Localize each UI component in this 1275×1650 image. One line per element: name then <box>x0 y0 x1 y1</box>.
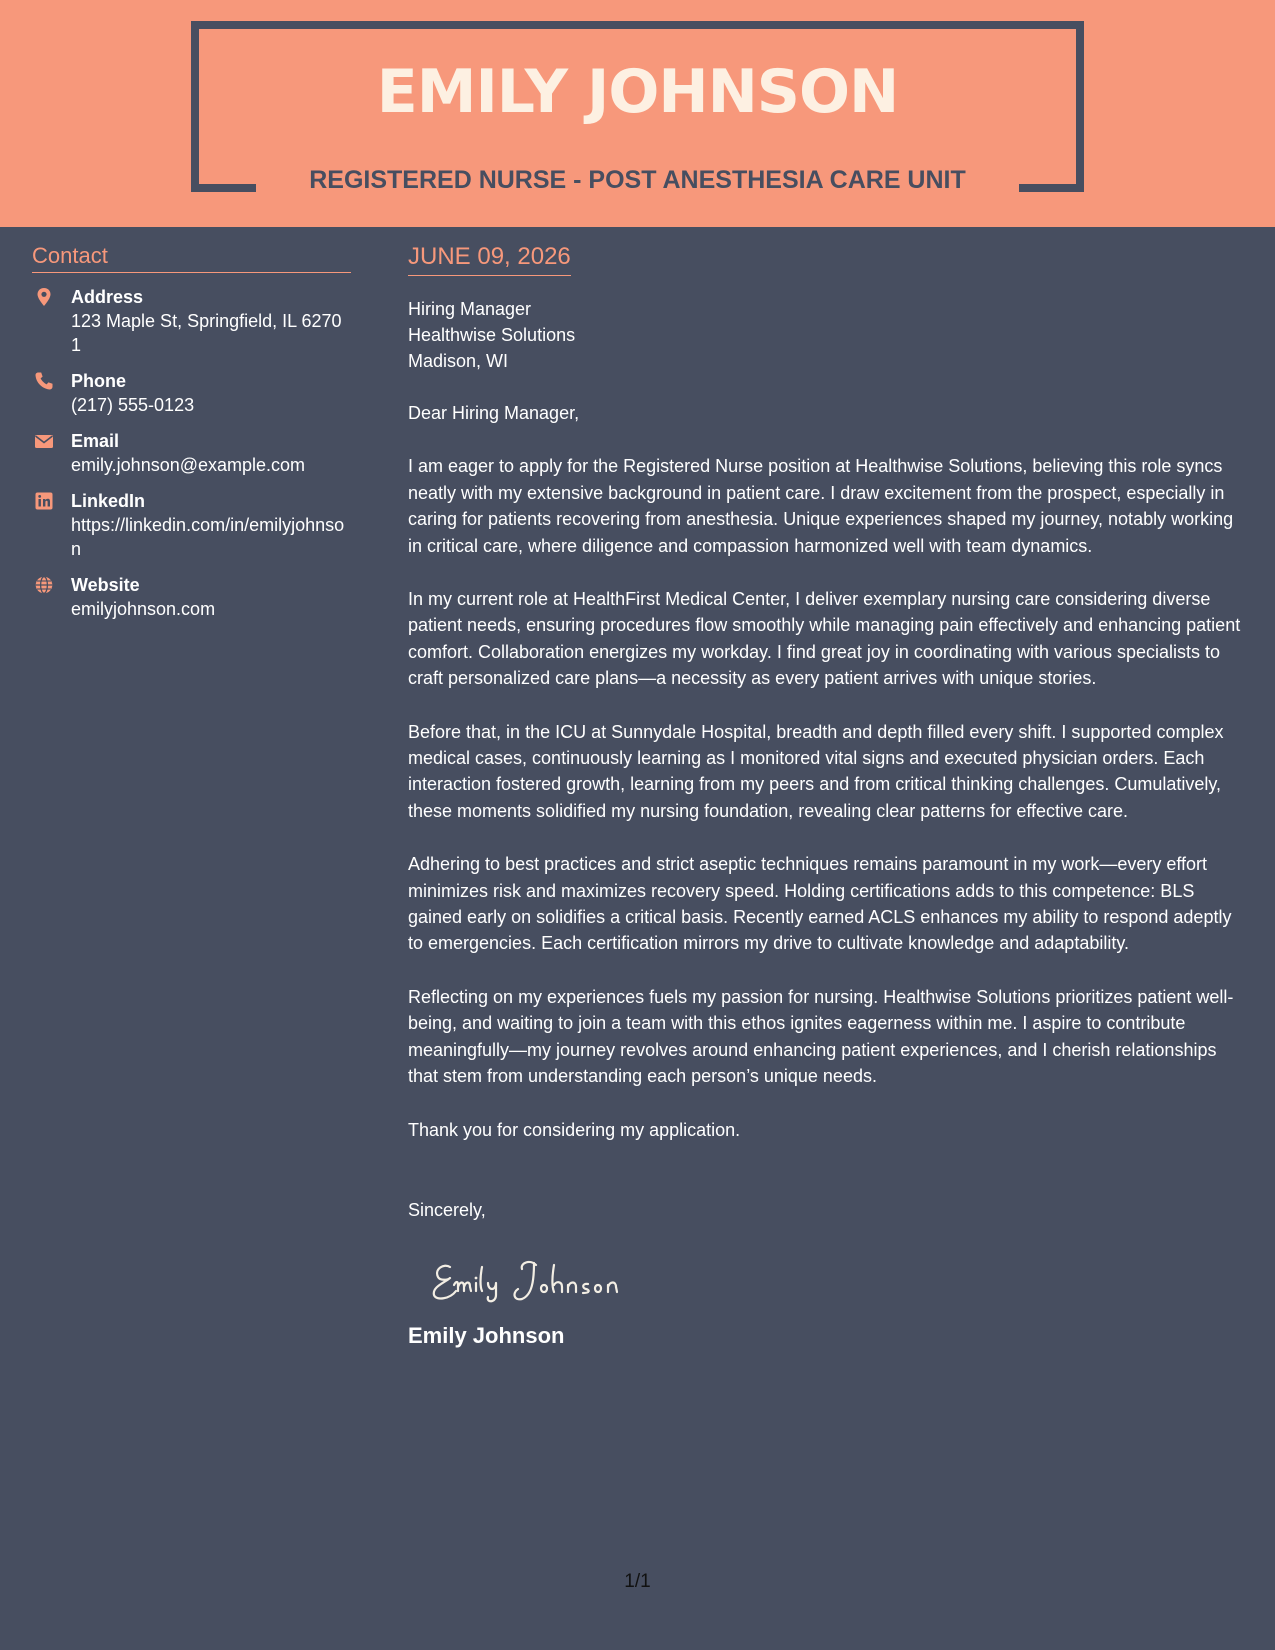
phone-icon <box>34 371 54 391</box>
recipient-location: Madison, WI <box>408 351 509 372</box>
letter-body <box>408 244 1250 1350</box>
applicant-name: EMILY JOHNSON <box>376 57 899 127</box>
address-label: Address <box>71 287 144 308</box>
contact-address <box>32 285 351 357</box>
closing-line: Sincerely, <box>408 1199 486 1220</box>
linkedin-value[interactable]: https://linkedin.com/in/emilyjohnson <box>71 515 345 560</box>
email-value[interactable]: emily.johnson@example.com <box>71 455 306 476</box>
contact-heading: Contact <box>32 244 351 273</box>
contact-sidebar <box>32 244 351 633</box>
contact-list <box>32 285 351 621</box>
paragraph-3: Before that, in the ICU at Sunnydale Hospital, breadth and depth filled every shift. I supported complex medical cases, continuously learning as I monitored vital signs and executed physician orders. Each interaction fostered growth, learning from my peers and from critical thinking challenges. Cumulatively, these moments solidified my nursing foundation, revealing clear patterns for effective care. <box>408 721 1224 821</box>
recipient-company: Healthwise Solutions <box>408 325 576 346</box>
handwritten-signature <box>426 1247 656 1307</box>
contact-phone <box>32 369 351 417</box>
envelope-icon <box>34 431 54 451</box>
thanks-line: Thank you for considering my application. <box>408 1119 741 1140</box>
paragraph-5: Reflecting on my experiences fuels my passion for nursing. Healthwise Solutions prioritizes patient well-being, and waiting to join a team with this ethos ignites eagerness within me. I aspire to contribute meaningfully—my journey revolves around enhancing patient experiences, and I cherish relationships that stem from understanding each person’s unique needs. <box>408 986 1234 1087</box>
phone-label: Phone <box>71 371 127 392</box>
linkedin-icon <box>34 491 54 511</box>
header-banner <box>0 0 1275 227</box>
paragraph-1: I am eager to apply for the Registered Nurse position at Healthwise Solutions, believing this role syncs neatly with my extensive background in patient care. I draw excitement from the prospect, especially in caring for patients recovering from anesthesia. Unique experiences shaped my journey, notably working in critical care, where diligence and compassion harmonized well with team dynamics. <box>408 456 1234 556</box>
map-pin-icon <box>34 287 54 307</box>
recipient-block <box>408 296 1250 374</box>
frame-top-bar <box>191 21 1084 29</box>
contact-email <box>32 429 351 477</box>
globe-icon <box>34 575 54 595</box>
website-value[interactable]: emilyjohnson.com <box>71 599 216 620</box>
page-number: 1/1 <box>624 1571 651 1592</box>
letter-date: JUNE 09, 2026 <box>408 244 571 276</box>
contact-linkedin <box>32 489 351 561</box>
email-label: Email <box>71 431 120 452</box>
salutation: Dear Hiring Manager, <box>408 403 580 424</box>
contact-website <box>32 573 351 621</box>
job-title: REGISTERED NURSE - POST ANESTHESIA CARE UNIT <box>309 166 966 194</box>
website-label: Website <box>71 575 140 596</box>
phone-value: (217) 555-0123 <box>71 395 195 416</box>
date-wrapper <box>408 244 571 276</box>
address-value: 123 Maple St, Springfield, IL 62701 <box>71 311 342 356</box>
linkedin-label: LinkedIn <box>71 491 146 512</box>
paragraph-4: Adhering to best practices and strict aseptic techniques remains paramount in my work—every effort minimizes risk and maximizes recovery speed. Holding certifications adds to this competence: BLS gained early on solidifies a critical basis. Recently earned ACLS enhances my ability to respond adeptly to emergencies. Each certification mirrors my drive to cultivate knowledge and adaptability. <box>408 854 1232 954</box>
signed-name: Emily Johnson <box>408 1322 565 1348</box>
paragraph-2: In my current role at HealthFirst Medical Center, I deliver exemplary nursing care considering diverse patient needs, ensuring procedures flow smoothly while managing pain effectively and enhancing patient comfort. Collaboration energizes my workday. I find great joy in coordinating with various specialists to craft personalized care plans—a necessity as every patient arrives with unique stories. <box>408 589 1241 689</box>
recipient-name: Hiring Manager <box>408 299 532 320</box>
